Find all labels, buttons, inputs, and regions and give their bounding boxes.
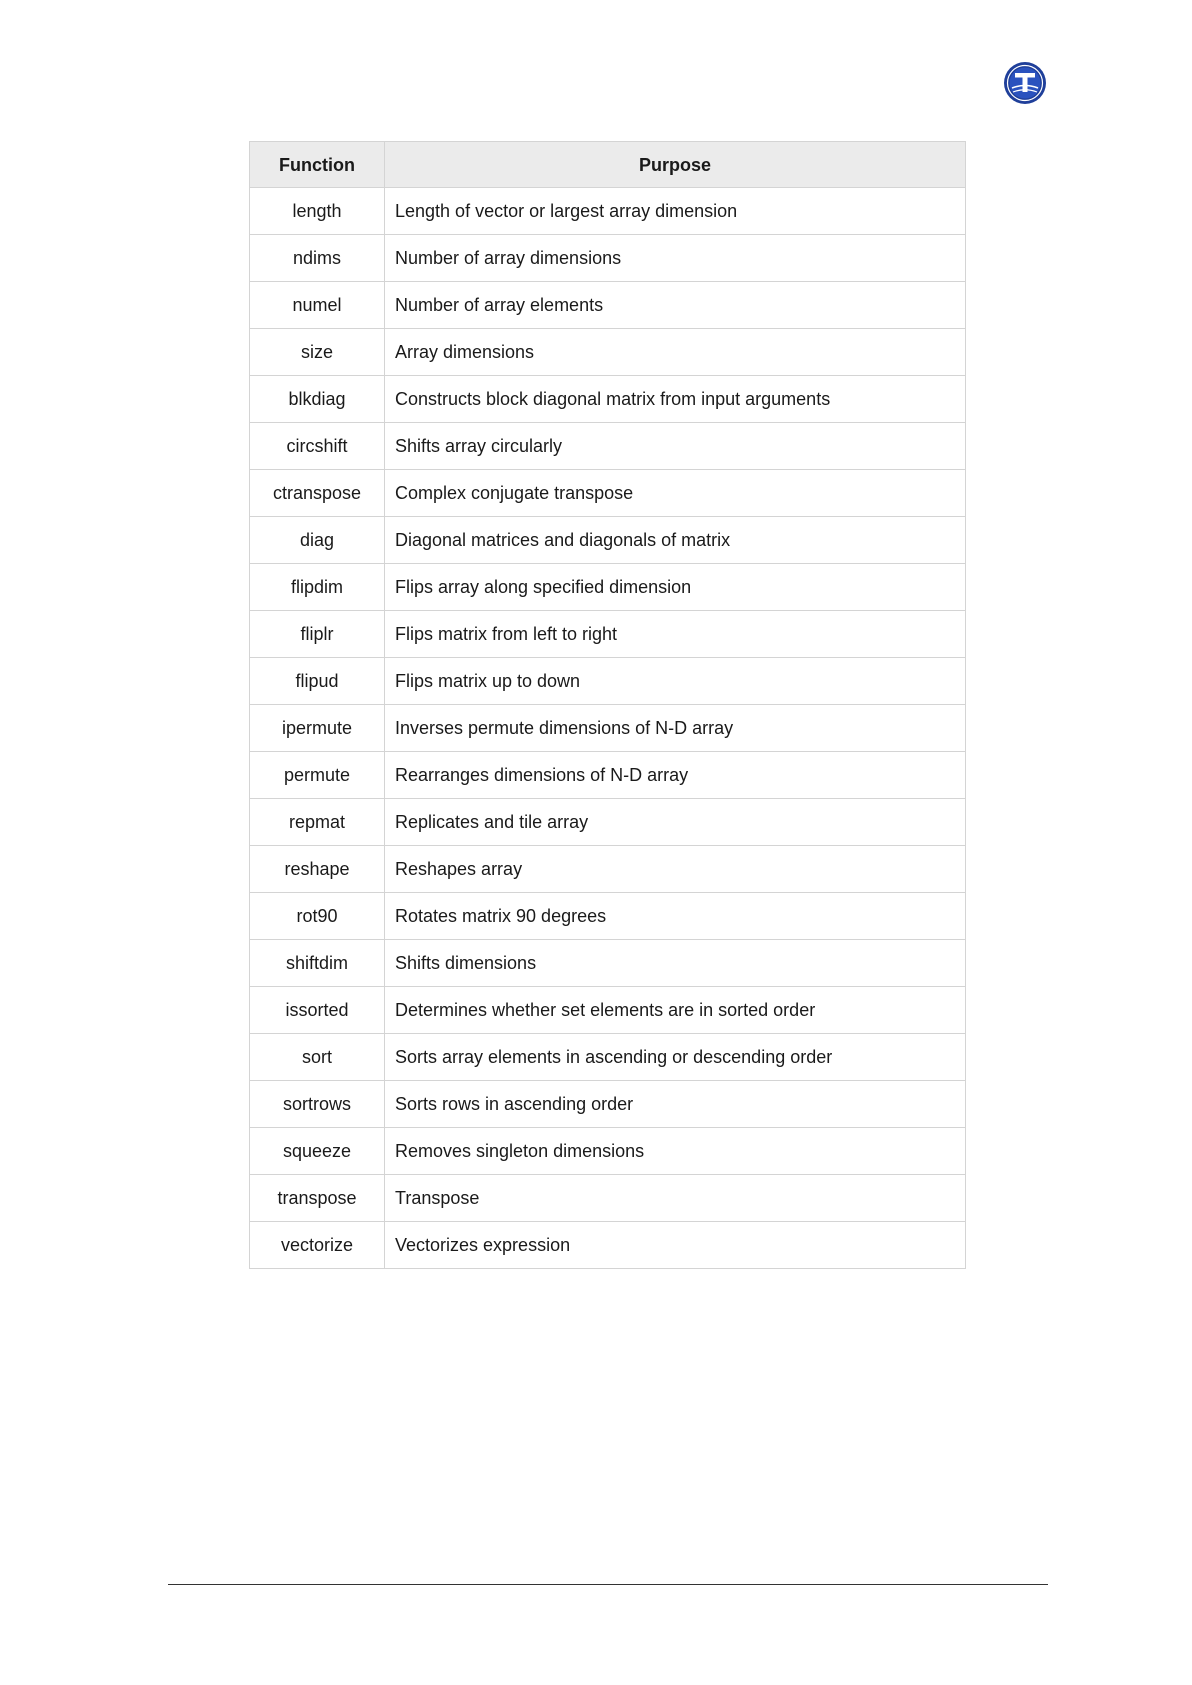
function-cell: diag — [250, 517, 385, 564]
table-row — [250, 1034, 966, 1081]
column-header-function: Function — [250, 142, 385, 188]
purpose-cell: Diagonal matrices and diagonals of matrix — [385, 517, 966, 564]
function-cell: vectorize — [250, 1222, 385, 1269]
function-cell: flipud — [250, 658, 385, 705]
table-header-row — [250, 142, 966, 188]
function-cell: ndims — [250, 235, 385, 282]
purpose-cell: Flips matrix up to down — [385, 658, 966, 705]
purpose-cell: Removes singleton dimensions — [385, 1128, 966, 1175]
function-cell: sortrows — [250, 1081, 385, 1128]
purpose-cell: Flips matrix from left to right — [385, 611, 966, 658]
function-table-container — [249, 141, 965, 1269]
purpose-cell: Transpose — [385, 1175, 966, 1222]
function-cell: issorted — [250, 987, 385, 1034]
table-row — [250, 940, 966, 987]
function-table — [249, 141, 966, 1269]
footer-divider — [168, 1584, 1048, 1585]
function-cell: sort — [250, 1034, 385, 1081]
table-row — [250, 611, 966, 658]
table-row — [250, 188, 966, 235]
table-row — [250, 705, 966, 752]
table-row — [250, 799, 966, 846]
column-header-purpose: Purpose — [385, 142, 966, 188]
table-row — [250, 470, 966, 517]
purpose-cell: Array dimensions — [385, 329, 966, 376]
purpose-cell: Sorts array elements in ascending or descending order — [385, 1034, 966, 1081]
table-row — [250, 235, 966, 282]
purpose-cell: Reshapes array — [385, 846, 966, 893]
purpose-cell: Rearranges dimensions of N-D array — [385, 752, 966, 799]
table-row — [250, 893, 966, 940]
table-row — [250, 376, 966, 423]
purpose-cell: Flips array along specified dimension — [385, 564, 966, 611]
table-row — [250, 1175, 966, 1222]
table-row — [250, 517, 966, 564]
institution-logo-icon — [1003, 61, 1047, 105]
function-cell: circshift — [250, 423, 385, 470]
purpose-cell: Number of array dimensions — [385, 235, 966, 282]
table-row — [250, 1222, 966, 1269]
purpose-cell: Determines whether set elements are in sorted order — [385, 987, 966, 1034]
table-row — [250, 1081, 966, 1128]
purpose-cell: Replicates and tile array — [385, 799, 966, 846]
purpose-cell: Inverses permute dimensions of N-D array — [385, 705, 966, 752]
table-body — [250, 188, 966, 1269]
function-cell: length — [250, 188, 385, 235]
purpose-cell: Constructs block diagonal matrix from input arguments — [385, 376, 966, 423]
function-cell: squeeze — [250, 1128, 385, 1175]
function-cell: ipermute — [250, 705, 385, 752]
purpose-cell: Complex conjugate transpose — [385, 470, 966, 517]
purpose-cell: Number of array elements — [385, 282, 966, 329]
table-row — [250, 752, 966, 799]
table-row — [250, 658, 966, 705]
table-row — [250, 1128, 966, 1175]
purpose-cell: Vectorizes expression — [385, 1222, 966, 1269]
table-row — [250, 282, 966, 329]
purpose-cell: Sorts rows in ascending order — [385, 1081, 966, 1128]
table-row — [250, 564, 966, 611]
purpose-cell: Length of vector or largest array dimension — [385, 188, 966, 235]
table-row — [250, 329, 966, 376]
function-cell: rot90 — [250, 893, 385, 940]
function-cell: flipdim — [250, 564, 385, 611]
purpose-cell: Rotates matrix 90 degrees — [385, 893, 966, 940]
table-row — [250, 846, 966, 893]
function-cell: transpose — [250, 1175, 385, 1222]
table-row — [250, 423, 966, 470]
function-cell: size — [250, 329, 385, 376]
purpose-cell: Shifts dimensions — [385, 940, 966, 987]
table-row — [250, 987, 966, 1034]
purpose-cell: Shifts array circularly — [385, 423, 966, 470]
function-cell: numel — [250, 282, 385, 329]
function-cell: permute — [250, 752, 385, 799]
function-cell: reshape — [250, 846, 385, 893]
function-cell: shiftdim — [250, 940, 385, 987]
function-cell: repmat — [250, 799, 385, 846]
function-cell: fliplr — [250, 611, 385, 658]
function-cell: ctranspose — [250, 470, 385, 517]
function-cell: blkdiag — [250, 376, 385, 423]
